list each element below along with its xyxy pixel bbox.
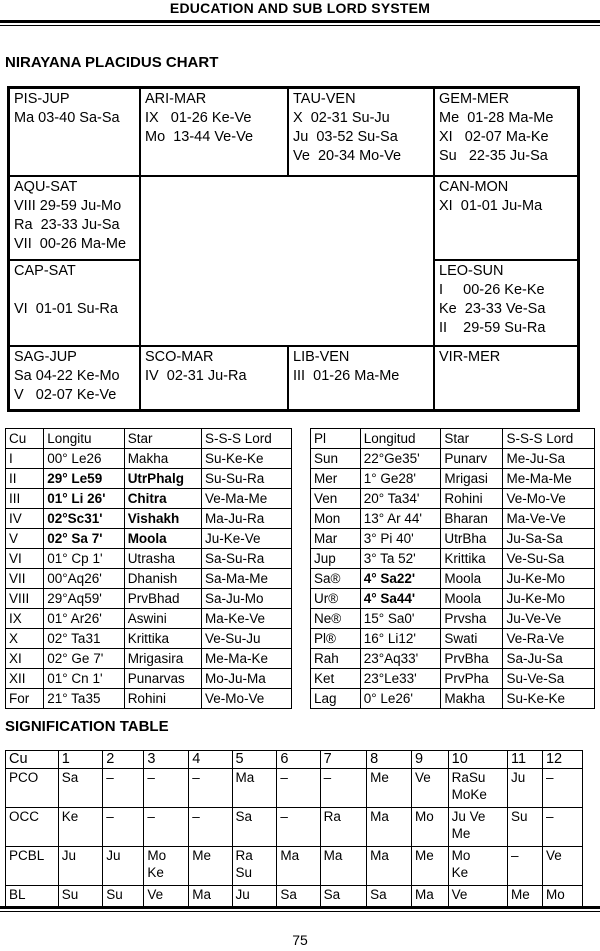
table-cell: Sa-Ma-Me xyxy=(201,569,291,589)
table-cell: Mrigasi xyxy=(441,469,503,489)
table-cell: – xyxy=(320,769,367,808)
house-heading: CAN-MON xyxy=(439,179,509,195)
table-cell: Ven xyxy=(311,489,361,509)
table-cell: BL xyxy=(6,886,59,907)
house-line: Su 22-35 Ju-Sa xyxy=(439,148,548,164)
table-cell: 01° Li 26' xyxy=(44,489,124,509)
house-line: Sa 04-22 Ke-Mo xyxy=(14,368,120,384)
table-cell: Punarv xyxy=(441,449,503,469)
table-cell: UtrPhalg xyxy=(124,469,201,489)
header-cell: 6 xyxy=(277,751,320,769)
table-cell: Su xyxy=(103,886,144,907)
house-heading: VIR-MER xyxy=(439,349,501,365)
table-cell: 16° Li12' xyxy=(360,629,441,649)
table-header-row xyxy=(6,429,292,449)
table-cell: 00° Le26 xyxy=(44,449,124,469)
header-cell: Cu xyxy=(6,429,44,449)
header-cell: 3 xyxy=(144,751,189,769)
table-cell: Ve xyxy=(542,847,582,886)
house-ari xyxy=(140,88,288,176)
table-cell: 21° Ta35 xyxy=(44,689,124,709)
table-cell: Su-Ke-Ke xyxy=(503,689,595,709)
table-cell: Ma xyxy=(367,808,412,847)
header-cell: 8 xyxy=(367,751,412,769)
table-cell: 02° Ge 7' xyxy=(44,649,124,669)
table-cell: Ju-Ve-Ve xyxy=(503,609,595,629)
table-cell: Sa® xyxy=(311,569,361,589)
header-cell: Pl xyxy=(311,429,361,449)
table-cell: 4° Sa44' xyxy=(360,589,441,609)
placidus-chart xyxy=(7,86,580,412)
cusp-table xyxy=(5,428,292,709)
page-number: 75 xyxy=(292,932,308,948)
table-cell: 00°Aq26' xyxy=(44,569,124,589)
table-row xyxy=(311,469,595,489)
signification-table xyxy=(5,750,583,907)
table-cell: Mo xyxy=(542,886,582,907)
table-cell: 4° Sa22' xyxy=(360,569,441,589)
table-cell: 29°Aq59' xyxy=(44,589,124,609)
table-cell: Sa xyxy=(232,808,277,847)
house-line: II 29-59 Su-Ra xyxy=(439,320,546,336)
house-line: Ve 20-34 Mo-Ve xyxy=(293,148,402,164)
table-row xyxy=(311,649,595,669)
table-cell: Punarvas xyxy=(124,669,201,689)
house-heading: LEO-SUN xyxy=(439,263,504,279)
table-cell: Ju-Sa-Sa xyxy=(503,529,595,549)
table-cell: Rah xyxy=(311,649,361,669)
table-row xyxy=(6,769,583,808)
house-heading: CAP-SAT xyxy=(14,263,76,279)
table-cell: Ra Su xyxy=(232,847,277,886)
table-cell: Ma xyxy=(320,847,367,886)
table-cell: Sa xyxy=(277,886,320,907)
table-cell: III xyxy=(6,489,44,509)
house-line: V 02-07 Ke-Ve xyxy=(14,387,117,403)
table-cell: 13° Ar 44' xyxy=(360,509,441,529)
house-line: Ju 03-52 Su-Sa xyxy=(293,129,398,145)
table-cell: Jup xyxy=(311,549,361,569)
table-row xyxy=(6,808,583,847)
table-cell: 0° Le26' xyxy=(360,689,441,709)
table-cell: – xyxy=(144,769,189,808)
table-cell: Ve-Mo-Ve xyxy=(201,689,291,709)
table-cell: PrvBha xyxy=(441,649,503,669)
table-cell: – xyxy=(189,769,232,808)
table-cell: 23°Aq33' xyxy=(360,649,441,669)
header-cell: 4 xyxy=(189,751,232,769)
table-cell: VI xyxy=(6,549,44,569)
table-cell: Ma xyxy=(232,769,277,808)
table-cell: Ju xyxy=(103,847,144,886)
table-cell: – xyxy=(542,769,582,808)
table-cell: PrvPha xyxy=(441,669,503,689)
house-line: VII 00-26 Ma-Me xyxy=(14,236,127,252)
header-cell: 12 xyxy=(542,751,582,769)
signification-title: SIGNIFICATION TABLE xyxy=(5,718,169,735)
table-cell: Me-Ju-Sa xyxy=(503,449,595,469)
table-row xyxy=(6,689,292,709)
table-cell: Mo-Ju-Ma xyxy=(201,669,291,689)
table-cell: Ju-Ke-Ve xyxy=(201,529,291,549)
table-cell: Mar xyxy=(311,529,361,549)
table-cell: IX xyxy=(6,609,44,629)
house-tau xyxy=(288,88,434,176)
table-cell: Dhanish xyxy=(124,569,201,589)
table-row xyxy=(311,449,595,469)
table-cell: 01° Cp 1' xyxy=(44,549,124,569)
table-cell: Sa-Su-Ra xyxy=(201,549,291,569)
table-cell: Sa xyxy=(320,886,367,907)
house-line: Ma 03-40 Sa-Sa xyxy=(14,110,120,126)
house-aqu xyxy=(9,176,140,260)
table-cell: Ju Ve Me xyxy=(448,808,507,847)
table-cell: 3° Pi 40' xyxy=(360,529,441,549)
table-cell: – xyxy=(103,808,144,847)
table-cell: Sa-Ju-Mo xyxy=(201,589,291,609)
table-cell: OCC xyxy=(6,808,59,847)
table-row xyxy=(311,549,595,569)
house-line: VI 01-01 Su-Ra xyxy=(14,301,118,317)
table-cell: Me xyxy=(367,769,412,808)
table-row xyxy=(6,489,292,509)
table-cell: Ve xyxy=(144,886,189,907)
table-cell: 01° Ar26' xyxy=(44,609,124,629)
table-cell: Krittika xyxy=(441,549,503,569)
table-cell: PCBL xyxy=(6,847,59,886)
table-cell: – xyxy=(507,847,542,886)
table-cell: Ne® xyxy=(311,609,361,629)
table-cell: Ju-Ke-Mo xyxy=(503,589,595,609)
house-line: Me 01-28 Ma-Me xyxy=(439,110,554,126)
header-cell: Longitu xyxy=(44,429,124,449)
table-cell: Ve-Su-Ju xyxy=(201,629,291,649)
table-row xyxy=(311,569,595,589)
table-row xyxy=(6,847,583,886)
table-cell: VIII xyxy=(6,589,44,609)
footer-rule xyxy=(0,906,600,909)
table-cell: Ma xyxy=(412,886,449,907)
house-pis xyxy=(9,88,140,176)
table-cell: Aswini xyxy=(124,609,201,629)
house-gem xyxy=(434,88,578,176)
header-cell: 9 xyxy=(412,751,449,769)
house-heading: TAU-VEN xyxy=(293,91,356,107)
table-cell: Sa-Ju-Sa xyxy=(503,649,595,669)
table-row xyxy=(311,589,595,609)
table-cell: Su-Ke-Ke xyxy=(201,449,291,469)
house-cap xyxy=(9,260,140,346)
table-row xyxy=(6,549,292,569)
table-row xyxy=(6,629,292,649)
house-heading: SAG-JUP xyxy=(14,349,77,365)
table-cell: Pl® xyxy=(311,629,361,649)
house-heading: GEM-MER xyxy=(439,91,510,107)
table-row xyxy=(6,529,292,549)
house-line: Mo 13-44 Ve-Ve xyxy=(145,129,254,145)
chart-title: NIRAYANA PLACIDUS CHART xyxy=(5,54,219,71)
table-row xyxy=(6,649,292,669)
table-cell: Mer xyxy=(311,469,361,489)
house-line: IV 02-31 Ju-Ra xyxy=(145,368,247,384)
table-cell: Lag xyxy=(311,689,361,709)
house-line xyxy=(14,281,139,300)
planet-table xyxy=(310,428,595,709)
table-cell: IV xyxy=(6,509,44,529)
house-line: VIII 29-59 Ju-Mo xyxy=(14,198,122,214)
table-cell: – xyxy=(277,769,320,808)
chart-center xyxy=(140,176,434,346)
house-line: IX 01-26 Ke-Ve xyxy=(145,110,252,126)
header-rule-thin xyxy=(0,25,600,26)
house-line: Ke 23-33 Ve-Sa xyxy=(439,301,546,317)
table-row xyxy=(6,669,292,689)
table-cell: X xyxy=(6,629,44,649)
house-heading: PIS-JUP xyxy=(14,91,70,107)
table-cell: Chitra xyxy=(124,489,201,509)
table-cell: Mrigasira xyxy=(124,649,201,669)
table-cell: PrvBhad xyxy=(124,589,201,609)
table-cell: Ket xyxy=(311,669,361,689)
header-cell: 5 xyxy=(232,751,277,769)
table-cell: – xyxy=(277,808,320,847)
table-cell: I xyxy=(6,449,44,469)
table-cell: Ke xyxy=(58,808,102,847)
table-row xyxy=(6,509,292,529)
table-cell: Ma xyxy=(367,847,412,886)
header-cell: 10 xyxy=(448,751,507,769)
house-line: X 02-31 Su-Ju xyxy=(293,110,390,126)
table-cell: Ve-Mo-Ve xyxy=(503,489,595,509)
table-cell: Ve xyxy=(448,886,507,907)
house-lib xyxy=(288,346,434,410)
table-cell: 23°Le33' xyxy=(360,669,441,689)
table-cell: 02°Sc31' xyxy=(44,509,124,529)
table-cell: Utrasha xyxy=(124,549,201,569)
table-cell: Ve-Su-Sa xyxy=(503,549,595,569)
house-vir xyxy=(434,346,578,410)
table-cell: Prvsha xyxy=(441,609,503,629)
table-cell: Vishakh xyxy=(124,509,201,529)
table-cell: 1° Ge28' xyxy=(360,469,441,489)
house-can xyxy=(434,176,578,260)
table-cell: For xyxy=(6,689,44,709)
running-header: EDUCATION AND SUB LORD SYSTEM xyxy=(169,0,431,16)
table-cell: – xyxy=(144,808,189,847)
table-row xyxy=(311,669,595,689)
house-sco xyxy=(140,346,288,410)
house-line: Ra 23-33 Ju-Sa xyxy=(14,217,120,233)
table-cell: Me-Ma-Ke xyxy=(201,649,291,669)
table-cell: Su-Ve-Sa xyxy=(503,669,595,689)
table-cell: Moola xyxy=(441,569,503,589)
house-leo xyxy=(434,260,578,346)
table-cell: Ra xyxy=(320,808,367,847)
table-cell: 29° Le59 xyxy=(44,469,124,489)
table-cell: V xyxy=(6,529,44,549)
table-cell: UtrBha xyxy=(441,529,503,549)
house-heading: ARI-MAR xyxy=(145,91,207,107)
house-line: XI 01-01 Ju-Ma xyxy=(439,198,543,214)
table-header-row xyxy=(311,429,595,449)
table-row xyxy=(311,529,595,549)
table-cell: VII xyxy=(6,569,44,589)
table-cell: Ju xyxy=(232,886,277,907)
table-row xyxy=(6,589,292,609)
table-cell: Su xyxy=(58,886,102,907)
header-cell: Star xyxy=(441,429,503,449)
table-cell: – xyxy=(189,808,232,847)
table-cell: II xyxy=(6,469,44,489)
table-row xyxy=(311,629,595,649)
table-row xyxy=(6,886,583,907)
house-line: I 00-26 Ke-Ke xyxy=(439,282,545,298)
header-cell: 2 xyxy=(103,751,144,769)
table-cell: XI xyxy=(6,649,44,669)
table-cell: Su-Su-Ra xyxy=(201,469,291,489)
table-cell: Makha xyxy=(124,449,201,469)
table-cell: 02° Ta31 xyxy=(44,629,124,649)
table-row xyxy=(6,569,292,589)
table-cell: Me xyxy=(412,847,449,886)
table-row xyxy=(6,469,292,489)
house-line: III 01-26 Ma-Me xyxy=(293,368,400,384)
table-cell: XII xyxy=(6,669,44,689)
table-cell: 02° Sa 7' xyxy=(44,529,124,549)
table-cell: – xyxy=(542,808,582,847)
header-cell: 1 xyxy=(58,751,102,769)
table-cell: Moola xyxy=(124,529,201,549)
table-row xyxy=(6,449,292,469)
table-cell: Me xyxy=(189,847,232,886)
table-cell: PCO xyxy=(6,769,59,808)
house-heading: SCO-MAR xyxy=(145,349,214,365)
header-cell: 11 xyxy=(507,751,542,769)
table-cell: Krittika xyxy=(124,629,201,649)
table-cell: Ju xyxy=(507,769,542,808)
table-cell: Me xyxy=(507,886,542,907)
table-row xyxy=(311,509,595,529)
table-cell: 3° Ta 52' xyxy=(360,549,441,569)
table-cell: Ur® xyxy=(311,589,361,609)
table-header-row xyxy=(6,751,583,769)
table-cell: 20° Ta34' xyxy=(360,489,441,509)
table-cell: Sa xyxy=(367,886,412,907)
header-cell: S-S-S Lord xyxy=(201,429,291,449)
table-cell: Ve-Ra-Ve xyxy=(503,629,595,649)
footer-rule-thin xyxy=(0,911,600,912)
table-cell: Ma-Ke-Ve xyxy=(201,609,291,629)
table-cell: – xyxy=(103,769,144,808)
table-row xyxy=(311,689,595,709)
table-cell: Sa xyxy=(58,769,102,808)
table-cell: Mon xyxy=(311,509,361,529)
table-cell: 01° Cn 1' xyxy=(44,669,124,689)
house-line: XI 02-07 Ma-Ke xyxy=(439,129,549,145)
table-cell: Swati xyxy=(441,629,503,649)
table-cell: Ju xyxy=(58,847,102,886)
table-cell: Makha xyxy=(441,689,503,709)
table-cell: Ma-Ve-Ve xyxy=(503,509,595,529)
house-heading: LIB-VEN xyxy=(293,349,350,365)
table-cell: Ve xyxy=(412,769,449,808)
table-cell: Ve-Ma-Me xyxy=(201,489,291,509)
header-cell: Cu xyxy=(6,751,59,769)
house-sag xyxy=(9,346,140,410)
table-cell: Moola xyxy=(441,589,503,609)
table-cell: Su xyxy=(507,808,542,847)
table-row xyxy=(311,489,595,509)
table-cell: Ma-Ju-Ra xyxy=(201,509,291,529)
table-cell: Me-Ma-Me xyxy=(503,469,595,489)
table-cell: Sun xyxy=(311,449,361,469)
header-cell: 7 xyxy=(320,751,367,769)
table-cell: Mo xyxy=(412,808,449,847)
header-rule xyxy=(0,20,600,23)
table-cell: Ma xyxy=(277,847,320,886)
table-cell: Rohini xyxy=(124,689,201,709)
header-cell: Star xyxy=(124,429,201,449)
header-cell: Longitud xyxy=(360,429,441,449)
house-heading: AQU-SAT xyxy=(14,179,78,195)
header-cell: S-S-S Lord xyxy=(503,429,595,449)
table-cell: Rohini xyxy=(441,489,503,509)
table-cell: 15° Sa0' xyxy=(360,609,441,629)
table-cell: Mo Ke xyxy=(144,847,189,886)
table-cell: RaSu MoKe xyxy=(448,769,507,808)
table-cell: Ma xyxy=(189,886,232,907)
table-row xyxy=(6,609,292,629)
table-row xyxy=(311,609,595,629)
table-cell: Mo Ke xyxy=(448,847,507,886)
table-cell: Ju-Ke-Mo xyxy=(503,569,595,589)
table-cell: Bharan xyxy=(441,509,503,529)
table-cell: 22°Ge35' xyxy=(360,449,441,469)
